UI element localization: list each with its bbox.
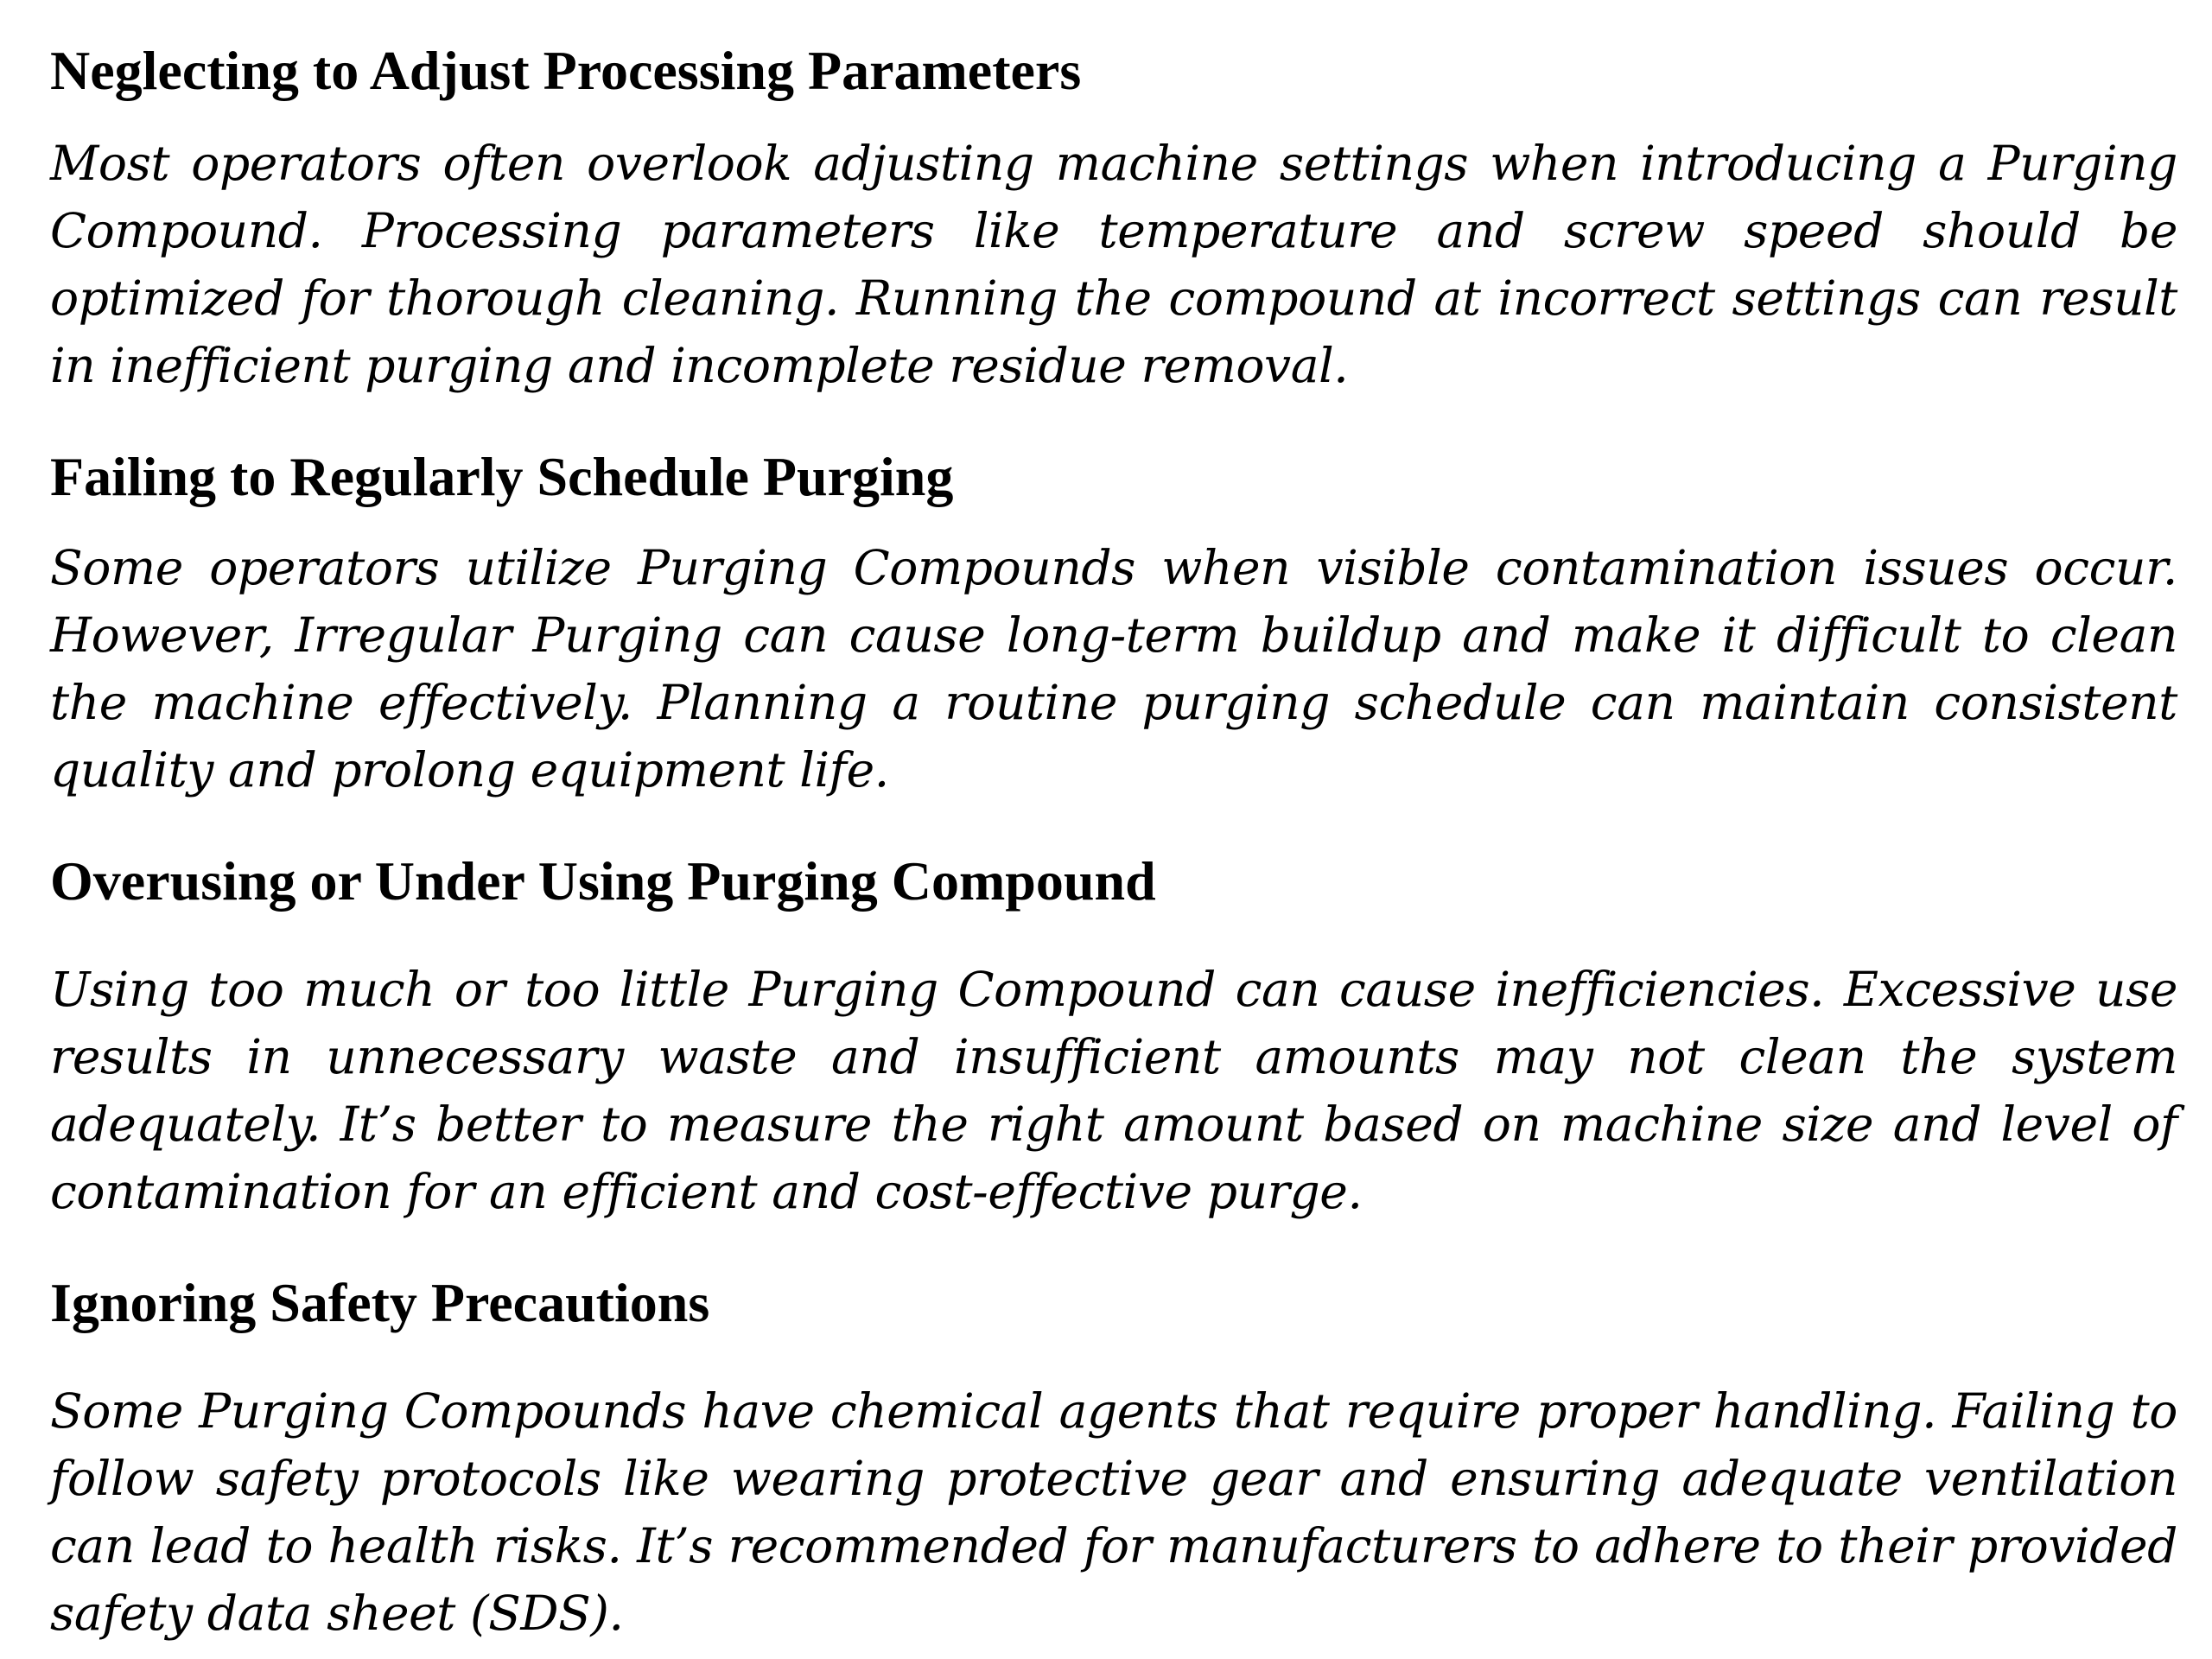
section-body-processing-parameters: Most operators often overlook adjusting machine settings when introducing a Purging Compound. Processing parameters like temperature and screw speed should be optimized for thorough cleaning. Running the compound at incorrect settings can result in inefficient purging and incomplete residue removal. [50,136,2177,393]
section-heading-compound-usage: Overusing or Under Using Purging Compound [50,850,1156,912]
section-heading-processing-parameters: Neglecting to Adjust Processing Parameters [50,40,1082,101]
section-body-compound-usage: Using too much or too little Purging Compound can cause inefficiencies. Excessive use results in unnecessary waste and insufficient amounts may not clean the system adequately. It’s better to measure the right amount based on machine size and level of contamination for an efficient and cost-effective purge. [50,962,2177,1219]
section-body-schedule-purging: Some operators utilize Purging Compounds when visible contamination issues occur. However, Irregular Purging can cause long-term buildup and make it difficult to clean the machine effectively. Planning a routine purging schedule can maintain consistent quality and prolong equipment life. [50,540,2177,798]
section-heading-safety-precautions: Ignoring Safety Precautions [50,1272,710,1333]
section-body-safety-precautions: Some Purging Compounds have chemical agents that require proper handling. Failing to follow safety protocols like wearing protective gear and ensuring adequate ventilation can lead to health risks. It’s recommended for manufacturers to adhere to their provided safety data sheet (SDS). [50,1383,2177,1641]
section-heading-schedule-purging: Failing to Regularly Schedule Purging [50,446,954,507]
